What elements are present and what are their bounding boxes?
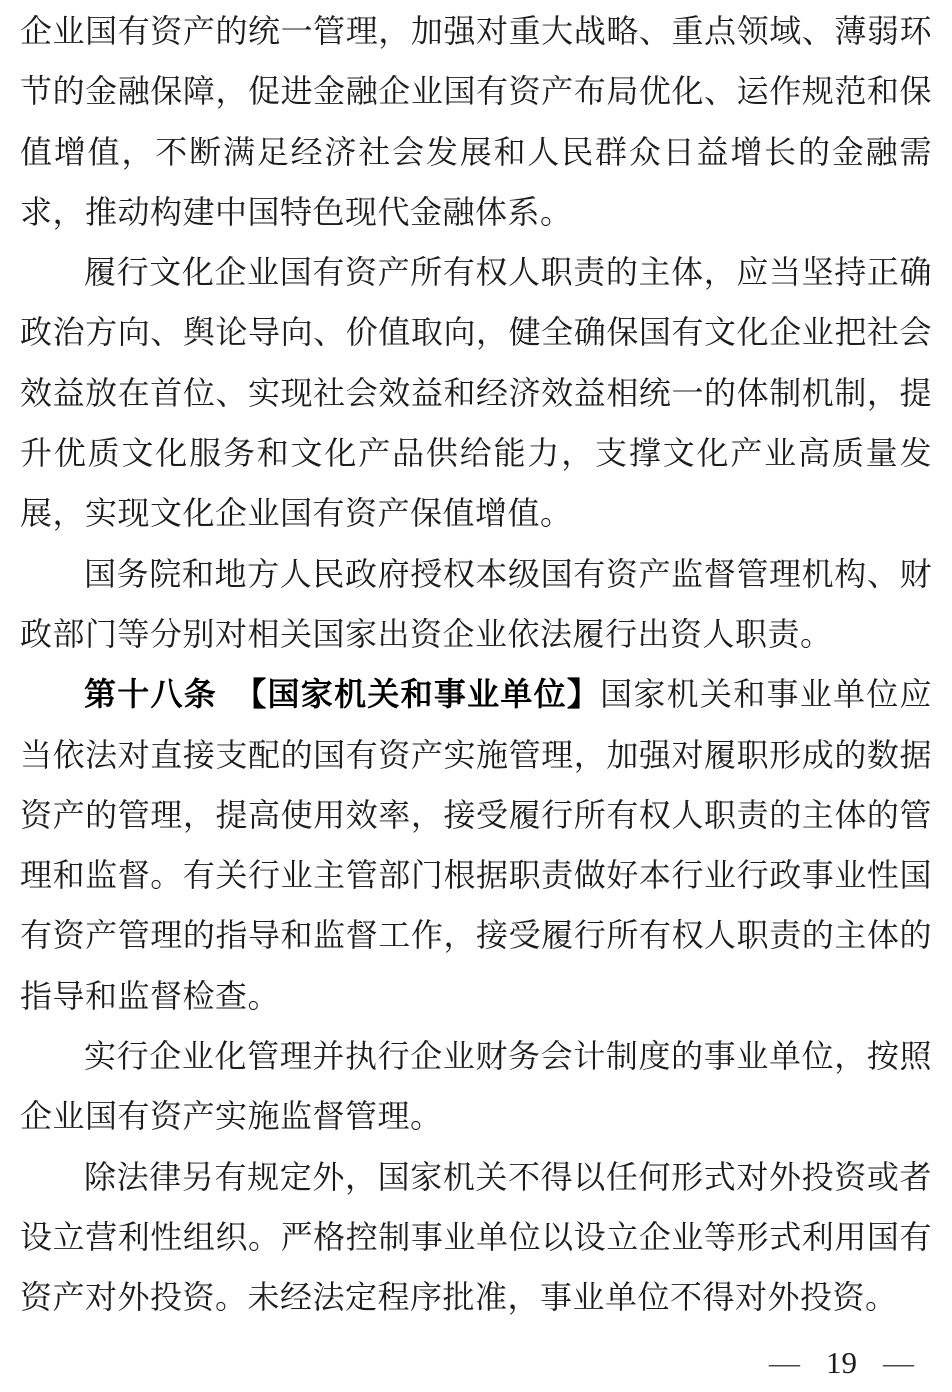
paragraph-article-18 — [20, 664, 932, 1026]
paragraph-cultural-enterprises: 履行文化企业国有资产所有权人职责的主体，应当坚持正确政治方向、舆论导向、价值取向，健全确保国有文化企业把社会效益放在首位、实现社会效益和经济效益相统一的体制机制，提升优质文化服务和文化产品供给能力，支撑文化产业高质量发展，实现文化企业国有资产保值增值。 — [20, 254, 932, 532]
document-body — [20, 1, 932, 1328]
paragraph-enterprise-managed-institutions: 实行企业化管理并执行企业财务会计制度的事业单位，按照企业国有资产实施监督管理。 — [20, 1038, 932, 1135]
paragraph-state-council-authorization: 国务院和地方人民政府授权本级国有资产监督管理机构、财政部门等分别对相关国家出资企业依法履行出资人职责。 — [20, 555, 932, 652]
page-footer — [769, 1341, 914, 1385]
article-18-body: 国家机关和事业单位应当依法对直接支配的国有资产实施管理，加强对履职形成的数据资产的管理，提高使用效率，接受履行所有权人职责的主体的管理和监督。有关行业主管部门根据职责做好本行业行政事业性国有资产管理的指导和监督工作，接受履行所有权人职责的主体的指导和监督检查。 — [20, 676, 932, 1014]
page-number: 19 — [826, 1345, 857, 1380]
paragraph-finance-assets: 企业国有资产的统一管理，加强对重大战略、重点领域、薄弱环节的金融保障，促进金融企业国有资产布局优化、运作规范和保值增值，不断满足经济社会发展和人民群众日益增长的金融需求，推动构建中国特色现代金融体系。 — [20, 13, 932, 230]
footer-dash-left: — — [769, 1345, 800, 1380]
footer-dash-right: — — [883, 1345, 914, 1380]
paragraph-investment-restrictions: 除法律另有规定外，国家机关不得以任何形式对外投资或者设立营利性组织。严格控制事业单位以设立企业等形式利用国有资产对外投资。未经法定程序批准，事业单位不得对外投资。 — [20, 1158, 932, 1316]
article-18-heading: 第十八条 【国家机关和事业单位】 — [84, 676, 601, 713]
